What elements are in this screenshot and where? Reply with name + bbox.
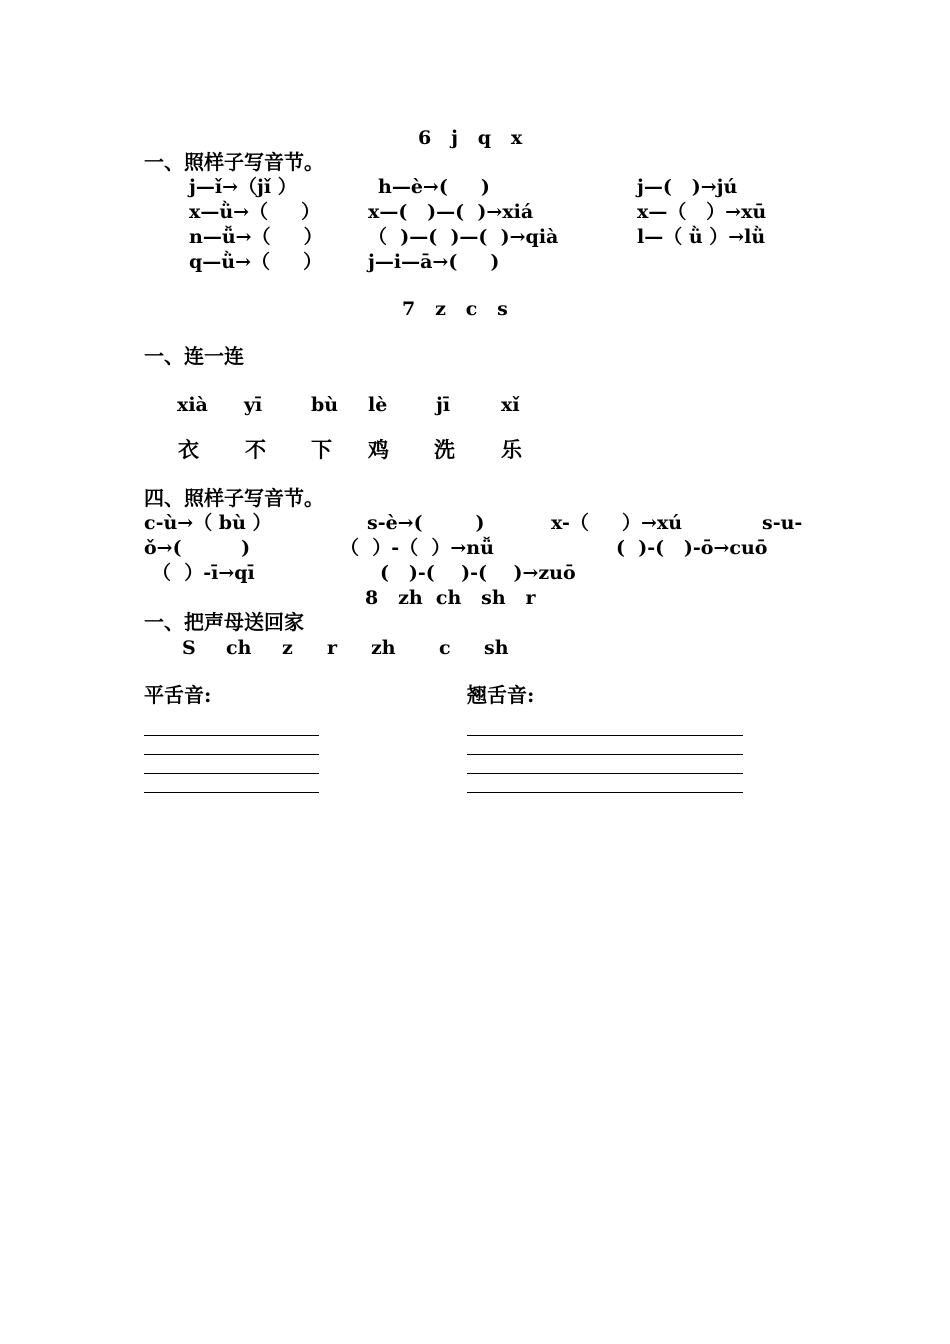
initial-letter: sh <box>484 637 509 659</box>
initial-letter: r <box>327 637 338 659</box>
lesson7-heading1: 一、连一连 <box>144 344 244 368</box>
pinyin-item: xià <box>177 394 208 416</box>
hanzi-item: 乐 <box>501 437 522 462</box>
pinyin-item: lè <box>368 394 388 416</box>
l6-r1-c1: j—ǐ→（jǐ ） <box>189 176 297 198</box>
l6-r2-c2: x—( )—( )→xiá <box>368 201 534 223</box>
lesson6-title: 6 j q x <box>418 127 523 149</box>
lesson8-heading: 一、把声母送回家 <box>144 610 304 634</box>
curled-answer-line[interactable] <box>467 735 743 736</box>
pinyin-item: xǐ <box>501 394 520 416</box>
initial-letter: S <box>182 637 196 659</box>
pinyin-item: jī <box>436 394 451 416</box>
l7-line2-c: ( )-( )-ō→cuō <box>616 537 768 559</box>
curled-answer-line[interactable] <box>467 754 743 755</box>
l6-r2-c3: x—（ ）→xū <box>637 201 767 223</box>
l7-line1-d: s-u- <box>762 512 803 534</box>
hanzi-item: 不 <box>245 437 266 462</box>
l6-r4-c1: q—ǜ→（ ） <box>189 251 323 273</box>
flat-answer-line[interactable] <box>144 792 319 793</box>
l7-line1-a: c-ù→（ bù ） <box>144 512 272 534</box>
initial-letter: zh <box>371 637 396 659</box>
l6-r3-c1: n—ǚ→（ ） <box>189 226 323 248</box>
l6-r1-c3: j—( )→jú <box>637 176 738 198</box>
l7-line3-a: （ ）-ī→qī <box>152 562 255 584</box>
flat-tongue-label: 平舌音: <box>144 683 212 707</box>
l7-line3-b: ( )-( )-( )→zuō <box>380 562 576 584</box>
curled-answer-line[interactable] <box>467 773 743 774</box>
lesson6-heading: 一、照样子写音节。 <box>144 150 324 174</box>
hanzi-item: 鸡 <box>368 437 389 462</box>
l6-r2-c1: x—ǜ→（ ） <box>189 201 321 223</box>
lesson8-title: 8 zh ch sh r <box>365 587 536 609</box>
l6-r3-c3: l—（ ǜ ）→lǜ <box>637 226 766 248</box>
flat-answer-line[interactable] <box>144 735 319 736</box>
l7-line1-b: s-è→( ) <box>367 512 485 534</box>
l7-line2-b: （ ）-（ ）→nǚ <box>340 537 494 559</box>
hanzi-item: 衣 <box>178 437 199 462</box>
initial-letter: z <box>282 637 293 659</box>
l7-line1-c: x-（ ）→xú <box>551 512 683 534</box>
pinyin-item: bù <box>311 394 339 416</box>
hanzi-item: 洗 <box>434 437 455 462</box>
flat-answer-line[interactable] <box>144 754 319 755</box>
l6-r1-c2: h—è→( ) <box>378 176 490 198</box>
l6-r4-c2: j—i—ā→( ) <box>368 251 500 273</box>
curled-tongue-label: 翘舌音: <box>467 683 535 707</box>
pinyin-item: yī <box>244 394 263 416</box>
curled-answer-line[interactable] <box>467 792 743 793</box>
lesson7-heading2: 四、照样子写音节。 <box>144 486 324 510</box>
hanzi-item: 下 <box>311 437 332 462</box>
l7-line2-a: ǒ→( ) <box>144 537 251 559</box>
initial-letter: c <box>439 637 451 659</box>
lesson7-title: 7 z c s <box>402 298 508 320</box>
flat-answer-line[interactable] <box>144 773 319 774</box>
initial-letter: ch <box>226 637 252 659</box>
l6-r3-c2: （ )—( )—( )→qià <box>368 226 559 248</box>
